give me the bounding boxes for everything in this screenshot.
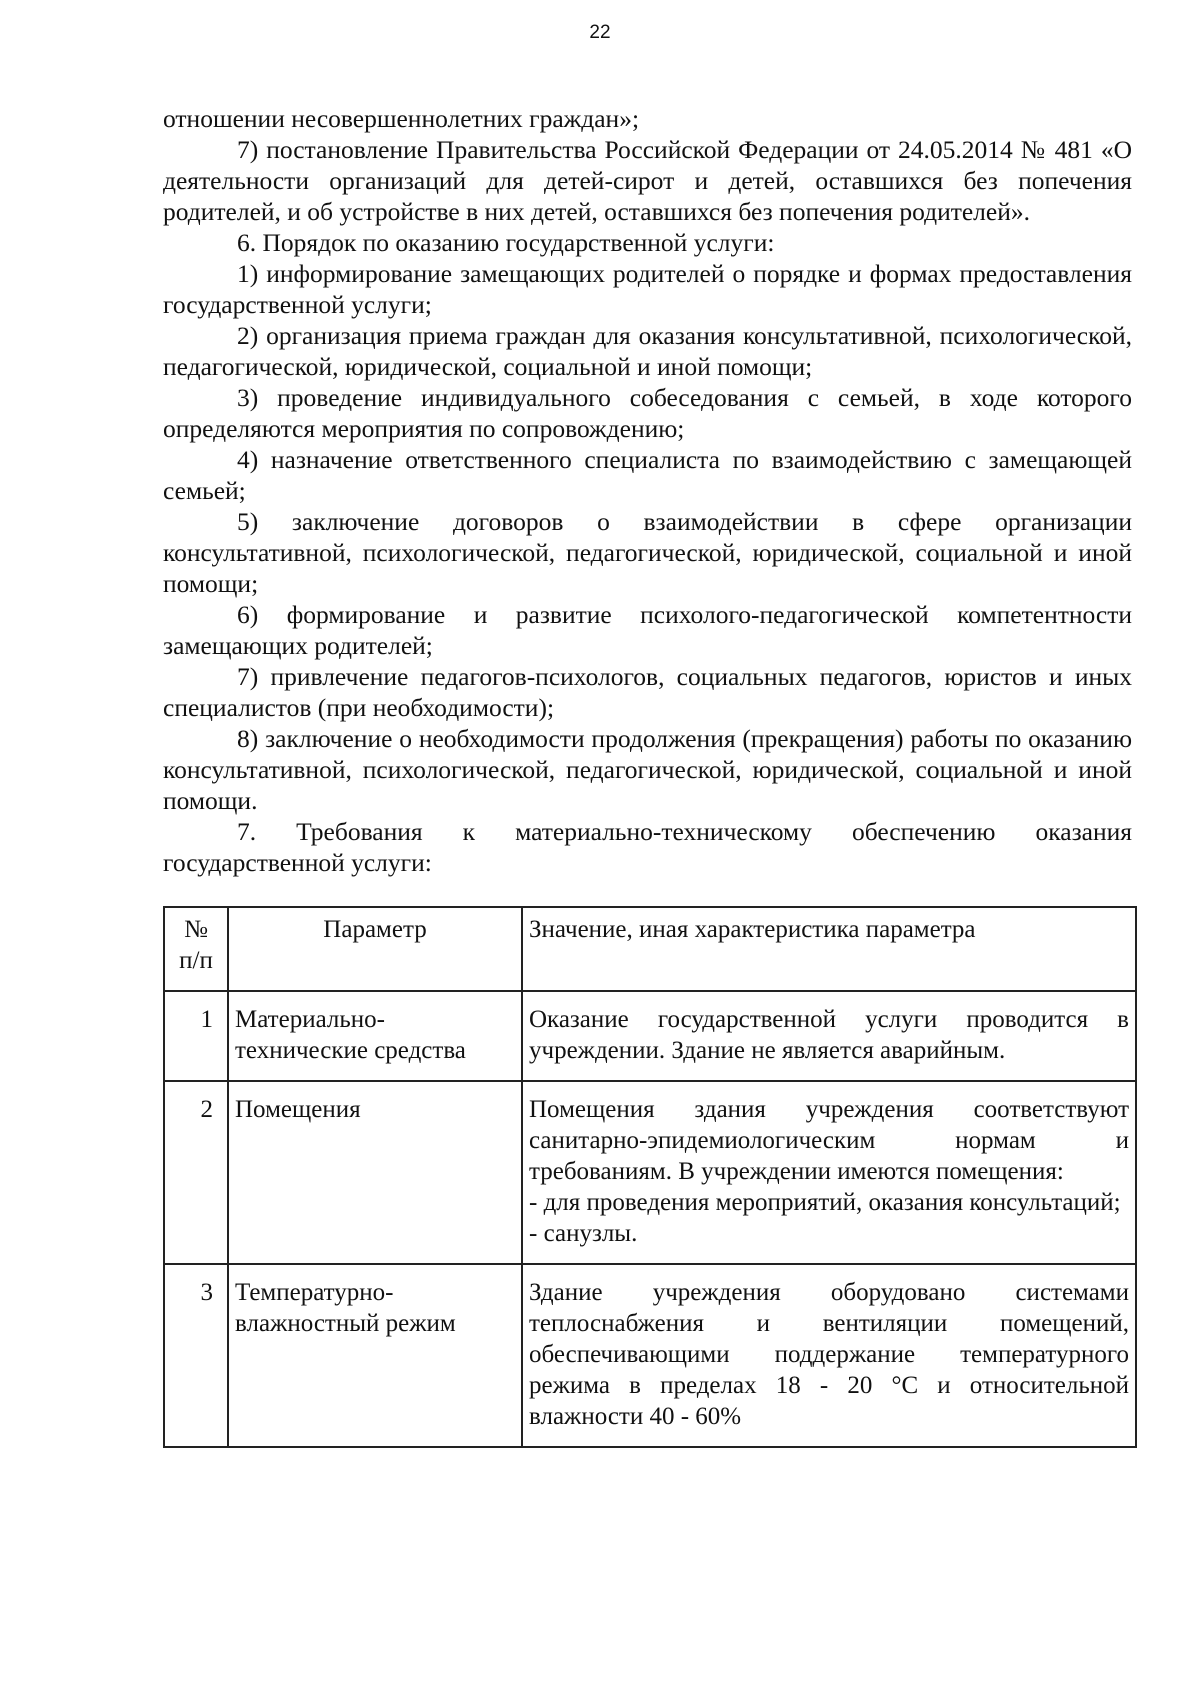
table-row <box>164 991 1136 1081</box>
list-item: 2) организация приема граждан для оказания консультативной, психологической, педагогической, юридической, социальной и иной помощи; <box>163 321 1132 381</box>
row-value <box>522 991 1136 1081</box>
row-value <box>522 1264 1136 1447</box>
row-parameter: Температурно-влажностный режим <box>228 1264 522 1447</box>
row-number: 3 <box>164 1264 228 1447</box>
requirements-table <box>163 906 1137 1448</box>
paragraph: 7) постановление Правительства Российской Федерации от 24.05.2014 № 481 «О деятельности организаций для детей-сирот и детей, оставшихся без попечения родителей, и об устройстве в них детей, оставшихся без попечения родителей». <box>163 135 1132 226</box>
header-parameter: Параметр <box>228 907 522 991</box>
list-item: 1) информирование замещающих родителей о порядке и формах предоставления государственной услуги; <box>163 259 1132 319</box>
row-parameter: Материально-технические средства <box>228 991 522 1081</box>
procedure-list <box>163 258 1132 816</box>
header-number: № п/п <box>164 907 228 991</box>
row-value <box>522 1081 1136 1264</box>
list-item: 5) заключение договоров о взаимодействии в сфере организации консультативной, психологической, педагогической, юридической, социальной и иной помощи; <box>163 507 1132 598</box>
value-line: Здание учреждения оборудовано системами теплоснабжения и вентиляции помещений, обеспечивающими поддержание температурного режима в пределах 18 - 20 °C и относительной влажности 40 - 60% <box>529 1279 1129 1430</box>
page-number: 22 <box>589 22 611 43</box>
value-line: Оказание государственной услуги проводится в учреждении. Здание не является аварийным. <box>529 1006 1129 1064</box>
list-item: 8) заключение о необходимости продолжения (прекращения) работы по оказанию консультативной, психологической, педагогической, юридической, социальной и иной помощи. <box>163 724 1132 815</box>
section-heading: 7. Требования к материально-техническому обеспечению оказания государственной услуги: <box>163 817 1132 877</box>
row-number: 2 <box>164 1081 228 1264</box>
row-parameter: Помещения <box>228 1081 522 1264</box>
list-item: 4) назначение ответственного специалиста по взаимодействию с замещающей семьей; <box>163 445 1132 505</box>
table-row <box>164 1081 1136 1264</box>
list-item: 6) формирование и развитие психолого-педагогической компетентности замещающих родителей; <box>163 600 1132 660</box>
table-header-row <box>164 907 1136 991</box>
table-row <box>164 1264 1136 1447</box>
value-line: - санузлы. <box>529 1220 638 1247</box>
list-item: 7) привлечение педагогов-психологов, социальных педагогов, юристов и иных специалистов (при необходимости); <box>163 662 1132 722</box>
paragraph: отношении несовершеннолетних граждан»; <box>163 104 640 133</box>
value-line: Помещения здания учреждения соответствуют санитарно-эпидемиологическим нормам и требованиям. В учреждении имеются помещения: <box>529 1096 1129 1185</box>
list-item: 3) проведение индивидуального собеседования с семьей, в ходе которого определяются мероприятия по сопровождению; <box>163 383 1132 443</box>
value-line: - для проведения мероприятий, оказания консультаций; <box>529 1189 1121 1216</box>
header-value: Значение, иная характеристика параметра <box>522 907 1136 991</box>
row-number: 1 <box>164 991 228 1081</box>
paragraph: 6. Порядок по оказанию государственной услуги: <box>237 228 775 257</box>
document-body <box>163 103 1132 878</box>
